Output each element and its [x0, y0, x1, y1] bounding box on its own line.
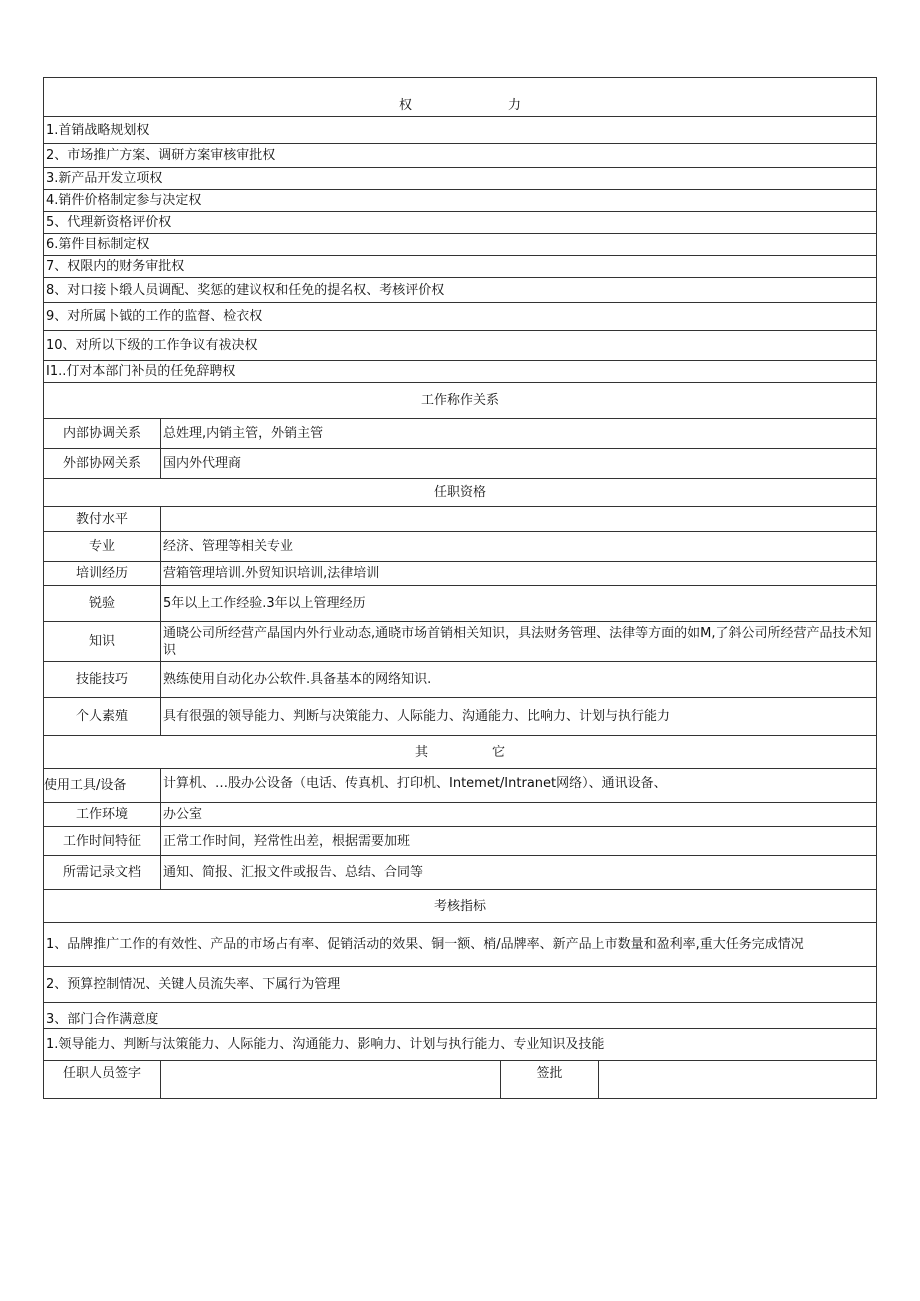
- other-value: 正常工作时间，羟常性出差，根据需要加班: [161, 827, 877, 856]
- qualification-label: 个人素殖: [44, 698, 161, 736]
- power-item: I1..仃对本部门补员的任免辞聘权: [44, 361, 877, 383]
- qualification-value: 具有很强的领导能力、判断与决策能力、人际能力、沟通能力、比响力、计划与执行能力: [161, 698, 877, 736]
- relation-value: 国内外代理商: [161, 449, 877, 479]
- qualification-value: 经济、管理等相关专业: [161, 532, 877, 562]
- assessment-item: 1、品牌推广工作的有效性、产品的市场占有率、促销活动的效果、铜一额、梢/品牌率、新产品上市数量和盈利率,重大任务完成情况: [44, 923, 877, 967]
- qualification-value: 5年以上工作经验.3年以上管理经历: [161, 586, 877, 622]
- qualification-value: 熟练使用自动化办公软件.具备基本的网络知识.: [161, 662, 877, 698]
- other-label: 使用工具/设备: [44, 769, 161, 803]
- relation-value: 总姓理,内销主管，外销主管: [161, 419, 877, 449]
- qualification-label: 知识: [44, 622, 161, 662]
- other-label: 工作环境: [44, 803, 161, 827]
- qualification-label: 培训经历: [44, 562, 161, 586]
- assessment-item: 1.领导能力、判断与汰策能力、人际能力、沟通能力、影响力、计划与执行能力、专业知识及技能: [44, 1029, 877, 1061]
- other-label: 所需记录文档: [44, 856, 161, 890]
- qualification-label: 技能技巧: [44, 662, 161, 698]
- assessment-item: 2、预算控制情况、关键人员流失率、下属行为管理: [44, 967, 877, 1003]
- qualification-label: 专业: [44, 532, 161, 562]
- power-item: 6.第件目标制定权: [44, 234, 877, 256]
- power-section-title: 权 力: [44, 78, 877, 117]
- power-item: 1.首销战略规划权: [44, 117, 877, 144]
- qualification-label: 锐验: [44, 586, 161, 622]
- signature-label: 任职人员签字: [44, 1061, 161, 1099]
- approval-field[interactable]: [599, 1061, 877, 1099]
- relations-section-title: 工作称作关系: [44, 383, 877, 419]
- power-item: 5、代理新资格评价权: [44, 212, 877, 234]
- qualification-value: [161, 507, 877, 532]
- power-item: 10、对所以下级的工作争议有祓决权: [44, 331, 877, 361]
- power-item: 3.新产品开发立项权: [44, 168, 877, 190]
- power-item: 7、权限内的财务审批权: [44, 256, 877, 278]
- qualifications-section-title: 任职资格: [44, 479, 877, 507]
- qualification-value: 通晓公司所经营产晶国内外行业动态,通晓市场首销相关知识，具法财务管理、法律等方面的如M,了斜公司所经营产品技术知识: [161, 622, 877, 662]
- other-value: 计算机、…股办公设备（电话、传真机、打印机、Intemet/Intranet网络）、通讯设备、: [161, 769, 877, 803]
- assessment-item: 3、部门合作满意度: [44, 1003, 877, 1029]
- power-item: 9、对所属卜钺的工作的监督、检衣权: [44, 303, 877, 331]
- relation-label: 内部协调关系: [44, 419, 161, 449]
- other-section-title: 其 它: [44, 736, 877, 769]
- qualification-label: 教付水平: [44, 507, 161, 532]
- relation-label: 外部协网关系: [44, 449, 161, 479]
- approval-label: 签批: [501, 1061, 599, 1099]
- assessment-section-title: 考核指标: [44, 890, 877, 923]
- power-item: 8、对口接卜缎人员调配、奖惩的建议权和任免的提名权、考核评价权: [44, 278, 877, 303]
- other-value: 通知、简报、汇报文件或报告、总结、合同等: [161, 856, 877, 890]
- power-item: 2、市场推广方案、调研方案审核审批权: [44, 144, 877, 168]
- qualification-value: 营箱管理培训.外贸知识培训,法律培训: [161, 562, 877, 586]
- signature-field[interactable]: [161, 1061, 501, 1099]
- other-value: 办公室: [161, 803, 877, 827]
- job-description-table: [43, 77, 877, 1099]
- power-item: 4.销件价格制定参与决定权: [44, 190, 877, 212]
- other-label: 工作时间特征: [44, 827, 161, 856]
